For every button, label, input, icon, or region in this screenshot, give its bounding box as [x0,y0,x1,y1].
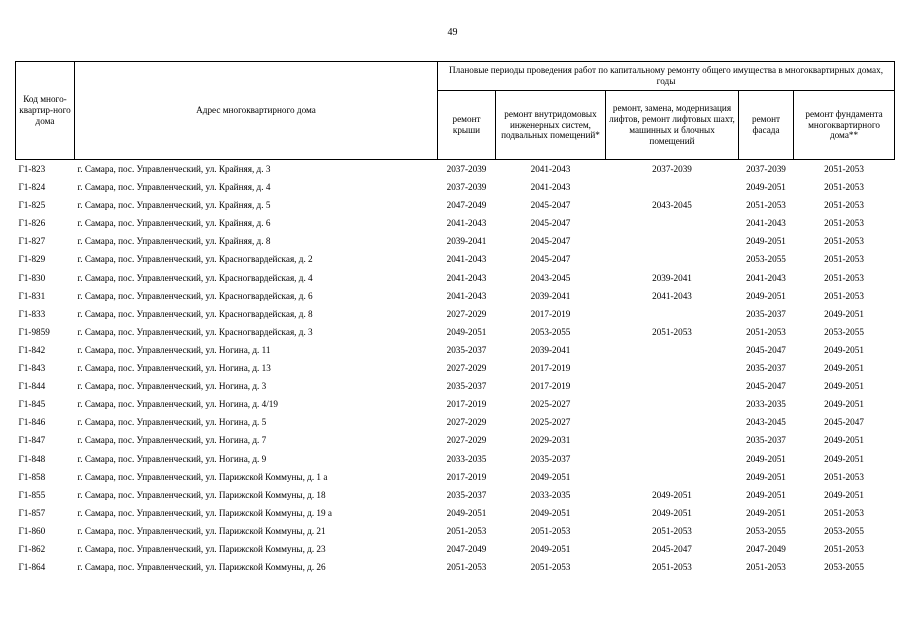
cell-address: г. Самара, пос. Управленческий, ул. Крайняя, д. 8 [77,236,271,247]
cell-address: г. Самара, пос. Управленческий, ул. Парижской Коммуны, д. 1 а [77,471,328,482]
cell-elevators: 2037-2039 [606,160,739,179]
table-row [16,468,895,486]
cell-elevators [606,178,739,196]
cell-elevators: 2049-2051 [652,507,692,518]
table-row [16,540,895,558]
cell-address: г. Самара, пос. Управленческий, ул. Крайняя, д. 4 [77,182,271,193]
cell-address: г. Самара, пос. Управленческий, ул. Ногина, д. 3 [77,381,267,392]
cell-elevators: 2045-2047 [652,543,692,554]
cell-code: Г1-9859 [18,326,50,337]
cell-address: г. Самара, пос. Управленческий, ул. Ногина, д. 13 [77,363,271,374]
cell-foundation: 2049-2051 [824,453,864,464]
cell-roof: 2039-2041 [446,236,487,247]
cell-code: Г1-857 [18,507,46,518]
cell-address: г. Самара, пос. Управленческий, ул. Ногина, д. 4/19 [77,399,278,410]
cell-elevators [606,468,739,486]
cell-roof: 2027-2029 [446,417,487,428]
table-row [16,287,895,305]
cell-code: Г1-844 [18,381,46,392]
cell-foundation: 2049-2051 [824,435,864,446]
cell-elevators [606,341,739,359]
cell-address: г. Самара, пос. Управленческий, ул. Ногина, д. 7 [77,435,267,446]
cell-code: Г1-845 [18,399,46,410]
cell-engineering: 2045-2047 [530,218,571,229]
cell-engineering: 2053-2055 [530,326,571,337]
cell-roof: 2047-2049 [446,200,487,211]
cell-facade: 2049-2051 [746,489,786,500]
cell-facade: 2035-2037 [746,363,786,374]
cell-code: Г1-833 [18,308,46,319]
cell-roof: 2027-2029 [446,308,487,319]
cell-elevators [606,431,739,449]
cell-roof: 2027-2029 [446,363,487,374]
cell-code: Г1-823 [16,160,75,179]
cell-engineering: 2049-2051 [530,471,571,482]
header-address: Адрес многоквартирного дома [75,62,438,160]
cell-code: Г1-842 [18,344,46,355]
cell-address: г. Самара, пос. Управленческий, ул. Красногвардейская, д. 3 [77,326,313,337]
cell-facade: 2049-2051 [746,290,786,301]
cell-address: г. Самара, пос. Управленческий, ул. Парижской Коммуны, д. 18 [77,489,326,500]
cell-roof: 2051-2053 [446,562,487,573]
cell-code: Г1-829 [18,254,46,265]
cell-elevators: 2051-2053 [652,562,692,573]
cell-foundation: 2051-2053 [824,290,864,301]
cell-foundation: 2051-2053 [824,471,864,482]
header-facade: ремонт фасада [739,91,794,160]
cell-foundation: 2049-2051 [824,399,864,410]
cell-engineering: 2017-2019 [530,308,571,319]
cell-foundation: 2049-2051 [824,489,864,500]
cell-elevators [606,305,739,323]
table-row [16,504,895,522]
cell-engineering: 2025-2027 [530,399,571,410]
cell-roof: 2041-2043 [446,272,487,283]
cell-facade: 2037-2039 [739,160,794,179]
table-row [16,323,895,341]
cell-roof: 2049-2051 [446,326,487,337]
cell-engineering: 2051-2053 [530,562,571,573]
cell-facade: 2035-2037 [746,435,786,446]
cell-code: Г1-848 [18,453,46,464]
cell-elevators [606,450,739,468]
cell-facade: 2049-2051 [746,471,786,482]
cell-facade: 2049-2051 [746,182,786,193]
cell-roof: 2041-2043 [446,290,487,301]
cell-engineering: 2041-2043 [530,182,571,193]
cell-address: г. Самара, пос. Управленческий, ул. Ногина, д. 9 [77,453,267,464]
cell-foundation: 2049-2051 [824,344,864,355]
cell-code: Г1-824 [18,182,46,193]
cell-roof: 2041-2043 [446,218,487,229]
table-body [16,160,895,577]
table-row [16,522,895,540]
cell-roof: 2035-2037 [446,344,487,355]
cell-roof: 2035-2037 [446,381,487,392]
cell-engineering: 2043-2045 [530,272,571,283]
cell-foundation: 2051-2053 [824,254,864,265]
cell-address: г. Самара, пос. Управленческий, ул. Красногвардейская, д. 8 [77,308,313,319]
cell-facade: 2035-2037 [746,308,786,319]
cell-engineering: 2041-2043 [496,160,606,179]
table-row [16,341,895,359]
cell-address: г. Самара, пос. Управленческий, ул. Парижской Коммуны, д. 19 а [77,507,332,518]
repair-schedule-table [15,61,895,576]
cell-code: Г1-847 [18,435,46,446]
table-row [16,214,895,232]
cell-engineering: 2033-2035 [530,489,571,500]
cell-address: г. Самара, пос. Управленческий, ул. Красногвардейская, д. 2 [77,254,313,265]
table-row [16,269,895,287]
cell-address: г. Самара, пос. Управленческий, ул. Ногина, д. 5 [77,417,267,428]
cell-facade: 2045-2047 [746,381,786,392]
cell-roof: 2051-2053 [446,525,487,536]
cell-address: г. Самара, пос. Управленческий, ул. Красногвардейская, д. 4 [77,272,313,283]
cell-facade: 2051-2053 [746,200,786,211]
table-row [16,431,895,449]
cell-engineering: 2039-2041 [530,344,571,355]
cell-foundation: 2045-2047 [824,417,864,428]
cell-elevators: 2051-2053 [652,326,692,337]
cell-code: Г1-862 [18,543,46,554]
cell-roof: 2033-2035 [446,453,487,464]
cell-code: Г1-826 [18,218,46,229]
cell-roof: 2037-2039 [446,182,487,193]
cell-foundation: 2051-2053 [824,543,864,554]
cell-engineering: 2017-2019 [530,381,571,392]
cell-foundation: 2049-2051 [824,308,864,319]
cell-foundation: 2049-2051 [824,363,864,374]
cell-code: Г1-846 [18,417,46,428]
cell-elevators [606,377,739,395]
cell-elevators [606,232,739,250]
table-row [16,450,895,468]
cell-facade: 2033-2035 [746,399,786,410]
cell-foundation: 2051-2053 [824,218,864,229]
cell-facade: 2047-2049 [746,543,786,554]
table-row [16,232,895,250]
table-row [16,196,895,214]
cell-engineering: 2045-2047 [530,236,571,247]
table-row [16,395,895,413]
header-engineering: ремонт внутридомовых инженерных систем, подвальных помещений* [496,91,606,160]
cell-roof: 2037-2039 [438,160,496,179]
cell-roof: 2017-2019 [446,399,487,410]
cell-address: г. Самара, пос. Управленческий, ул. Парижской Коммуны, д. 26 [77,562,326,573]
cell-roof: 2049-2051 [446,507,487,518]
cell-engineering: 2017-2019 [530,363,571,374]
cell-facade: 2053-2055 [746,525,786,536]
cell-roof: 2047-2049 [446,543,487,554]
cell-code: Г1-830 [18,272,46,283]
table-row [16,558,895,576]
cell-foundation: 2053-2055 [824,525,864,536]
cell-address: г. Самара, пос. Управленческий, ул. Парижской Коммуны, д. 21 [77,525,326,536]
cell-foundation: 2051-2053 [824,236,864,247]
table-row [16,250,895,268]
cell-facade: 2051-2053 [746,326,786,337]
cell-address: г. Самара, пос. Управленческий, ул. Крайняя, д. 6 [77,218,271,229]
cell-facade: 2045-2047 [746,344,786,355]
cell-foundation: 2051-2053 [824,272,864,283]
cell-code: Г1-827 [18,236,46,247]
page-number: 49 [447,27,458,38]
header-elevators: ремонт, замена, модернизация лифтов, ремонт лифтовых шахт, машинных и блочных помещений [606,91,739,160]
cell-engineering: 2049-2051 [530,543,571,554]
cell-code: Г1-860 [18,525,46,536]
cell-elevators: 2051-2053 [652,525,692,536]
cell-facade: 2043-2045 [746,417,786,428]
table-row [16,178,895,196]
table-row [16,359,895,377]
cell-facade: 2041-2043 [746,218,786,229]
cell-facade: 2053-2055 [746,254,786,265]
cell-roof: 2027-2029 [446,435,487,446]
cell-elevators [606,214,739,232]
cell-foundation: 2053-2055 [824,562,864,573]
cell-foundation: 2051-2053 [824,182,864,193]
cell-code: Г1-864 [18,562,46,573]
cell-engineering: 2025-2027 [530,417,571,428]
cell-engineering: 2035-2037 [530,453,571,464]
cell-elevators: 2041-2043 [652,290,692,301]
cell-foundation: 2051-2053 [794,160,895,179]
table-row [16,413,895,431]
cell-foundation: 2051-2053 [824,200,864,211]
cell-facade: 2051-2053 [746,562,786,573]
cell-address: г. Самара, пос. Управленческий, ул. Крайняя, д. 5 [77,200,271,211]
cell-elevators [606,359,739,377]
cell-code: Г1-825 [18,200,46,211]
cell-elevators: 2049-2051 [652,489,692,500]
cell-elevators: 2043-2045 [652,200,692,211]
cell-elevators [606,395,739,413]
cell-code: Г1-855 [18,489,46,500]
cell-roof: 2041-2043 [446,254,487,265]
cell-code: Г1-858 [18,471,46,482]
cell-address: г. Самара, пос. Управленческий, ул. Ногина, д. 11 [77,344,271,355]
cell-engineering: 2049-2051 [530,507,571,518]
cell-engineering: 2045-2047 [530,200,571,211]
cell-address: г. Самара, пос. Управленческий, ул. Красногвардейская, д. 6 [77,290,313,301]
header-foundation: ремонт фундамента многоквартирного дома** [794,91,895,160]
header-periods-title: Плановые периоды проведения работ по капитальному ремонту общего имущества в многоквартирных домах, годы [438,62,895,91]
header-code: Код много-квартир-ного дома [16,62,75,160]
table-row [16,486,895,504]
cell-engineering: 2029-2031 [530,435,571,446]
cell-engineering: 2039-2041 [530,290,571,301]
cell-elevators: 2039-2041 [652,272,692,283]
cell-foundation: 2051-2053 [824,507,864,518]
cell-facade: 2049-2051 [746,236,786,247]
table-row [16,377,895,395]
cell-roof: 2017-2019 [446,471,487,482]
header-roof: ремонт крыши [438,91,496,160]
cell-facade: 2049-2051 [746,453,786,464]
cell-code: Г1-843 [18,363,46,374]
cell-address: г. Самара, пос. Управленческий, ул. Парижской Коммуны, д. 23 [77,543,326,554]
cell-facade: 2041-2043 [746,272,786,283]
cell-engineering: 2051-2053 [530,525,571,536]
cell-engineering: 2045-2047 [530,254,571,265]
cell-elevators [606,250,739,268]
cell-address: г. Самара, пос. Управленческий, ул. Крайняя, д. 3 [75,160,438,179]
cell-elevators [606,413,739,431]
cell-code: Г1-831 [18,290,46,301]
cell-facade: 2049-2051 [746,507,786,518]
table-row [16,160,895,179]
cell-roof: 2035-2037 [446,489,487,500]
cell-foundation: 2049-2051 [824,381,864,392]
cell-foundation: 2053-2055 [824,326,864,337]
table-row [16,305,895,323]
